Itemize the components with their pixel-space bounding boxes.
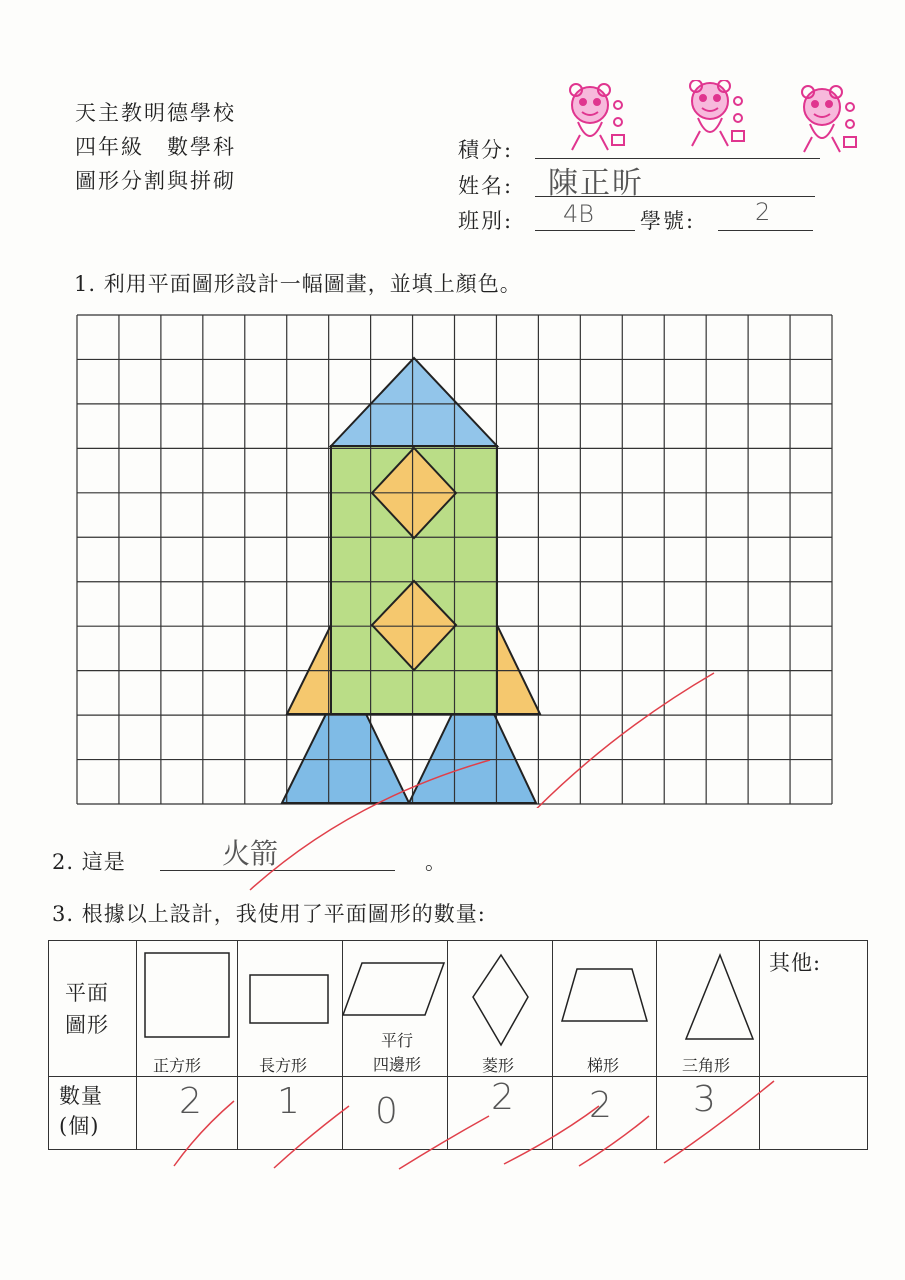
shape-count-table (48, 940, 868, 1150)
count-parallelogram: 0 (375, 1091, 398, 1132)
count-square: 2 (179, 1081, 202, 1122)
question-2-answer: 火箭 (222, 837, 279, 870)
label-triangle: 三角形 (682, 1056, 731, 1075)
name-value: 陳正昕 (548, 166, 644, 201)
trapezoid-icon (562, 969, 647, 1021)
parallelogram-icon (343, 963, 444, 1015)
rocket-drawing-grid (74, 313, 834, 808)
check-mark-icon (504, 1106, 599, 1164)
school-name: 天主教明德學校 (75, 101, 236, 125)
name-line (535, 196, 815, 197)
row-header-count: 數量 (個) (59, 1084, 103, 1138)
count-triangle: 3 (693, 1079, 716, 1120)
topic-title: 圖形分割與拼砌 (75, 169, 236, 193)
label-square: 正方形 (153, 1056, 202, 1075)
shape-icons (137, 941, 759, 1076)
check-mark-q2 (240, 760, 540, 900)
row-header-shapes: 平面 圖形 (65, 981, 109, 1037)
rectangle-icon (250, 975, 328, 1023)
count-rectangle: 1 (277, 1081, 300, 1122)
class-value: 4B (563, 200, 594, 228)
number-label: 學號: (640, 209, 696, 233)
rhombus-icon (473, 955, 528, 1045)
square-icon (145, 953, 229, 1037)
check-mark-icon (399, 1116, 489, 1169)
rocket-shapes (282, 358, 540, 803)
label-rectangle: 長方形 (259, 1056, 308, 1075)
nose-triangle (331, 358, 497, 446)
check-marks (49, 1061, 867, 1171)
class-line (535, 230, 635, 231)
class-label: 班別: (458, 209, 514, 233)
count-rhombus: 2 (491, 1077, 514, 1118)
question-2-prefix: 2. 這是 (52, 850, 126, 874)
label-trapezoid: 梯形 (587, 1056, 620, 1075)
header-block (75, 96, 236, 198)
tiger-stamp-icon (570, 84, 624, 150)
grid-lines (77, 315, 832, 804)
count-trapezoid: 2 (589, 1085, 612, 1126)
score-label: 積分: (458, 138, 514, 162)
question-2-suffix: 。 (425, 850, 447, 874)
question-1: 1. 利用平面圖形設計一幅圖畫，並填上顏色。 (74, 272, 522, 296)
check-mark-icon (579, 1116, 649, 1166)
triangle-icon (686, 955, 753, 1039)
check-mark-icon (274, 1106, 349, 1168)
label-parallelogram: 平行 四邊形 (372, 1031, 421, 1074)
label-other: 其他: (769, 951, 822, 975)
label-rhombus: 菱形 (482, 1056, 515, 1075)
stamp-group (550, 80, 870, 170)
check-mark-icon (250, 760, 490, 890)
grade-subject: 四年級 數學科 (75, 135, 236, 159)
question-2 (52, 846, 126, 876)
check-mark-icon (664, 1081, 774, 1163)
check-mark-icon (174, 1101, 234, 1166)
number-value: 2 (755, 198, 771, 226)
question-3: 3. 根據以上設計，我使用了平面圖形的數量: (52, 902, 486, 926)
number-line (718, 230, 813, 231)
name-label: 姓名: (458, 174, 514, 198)
